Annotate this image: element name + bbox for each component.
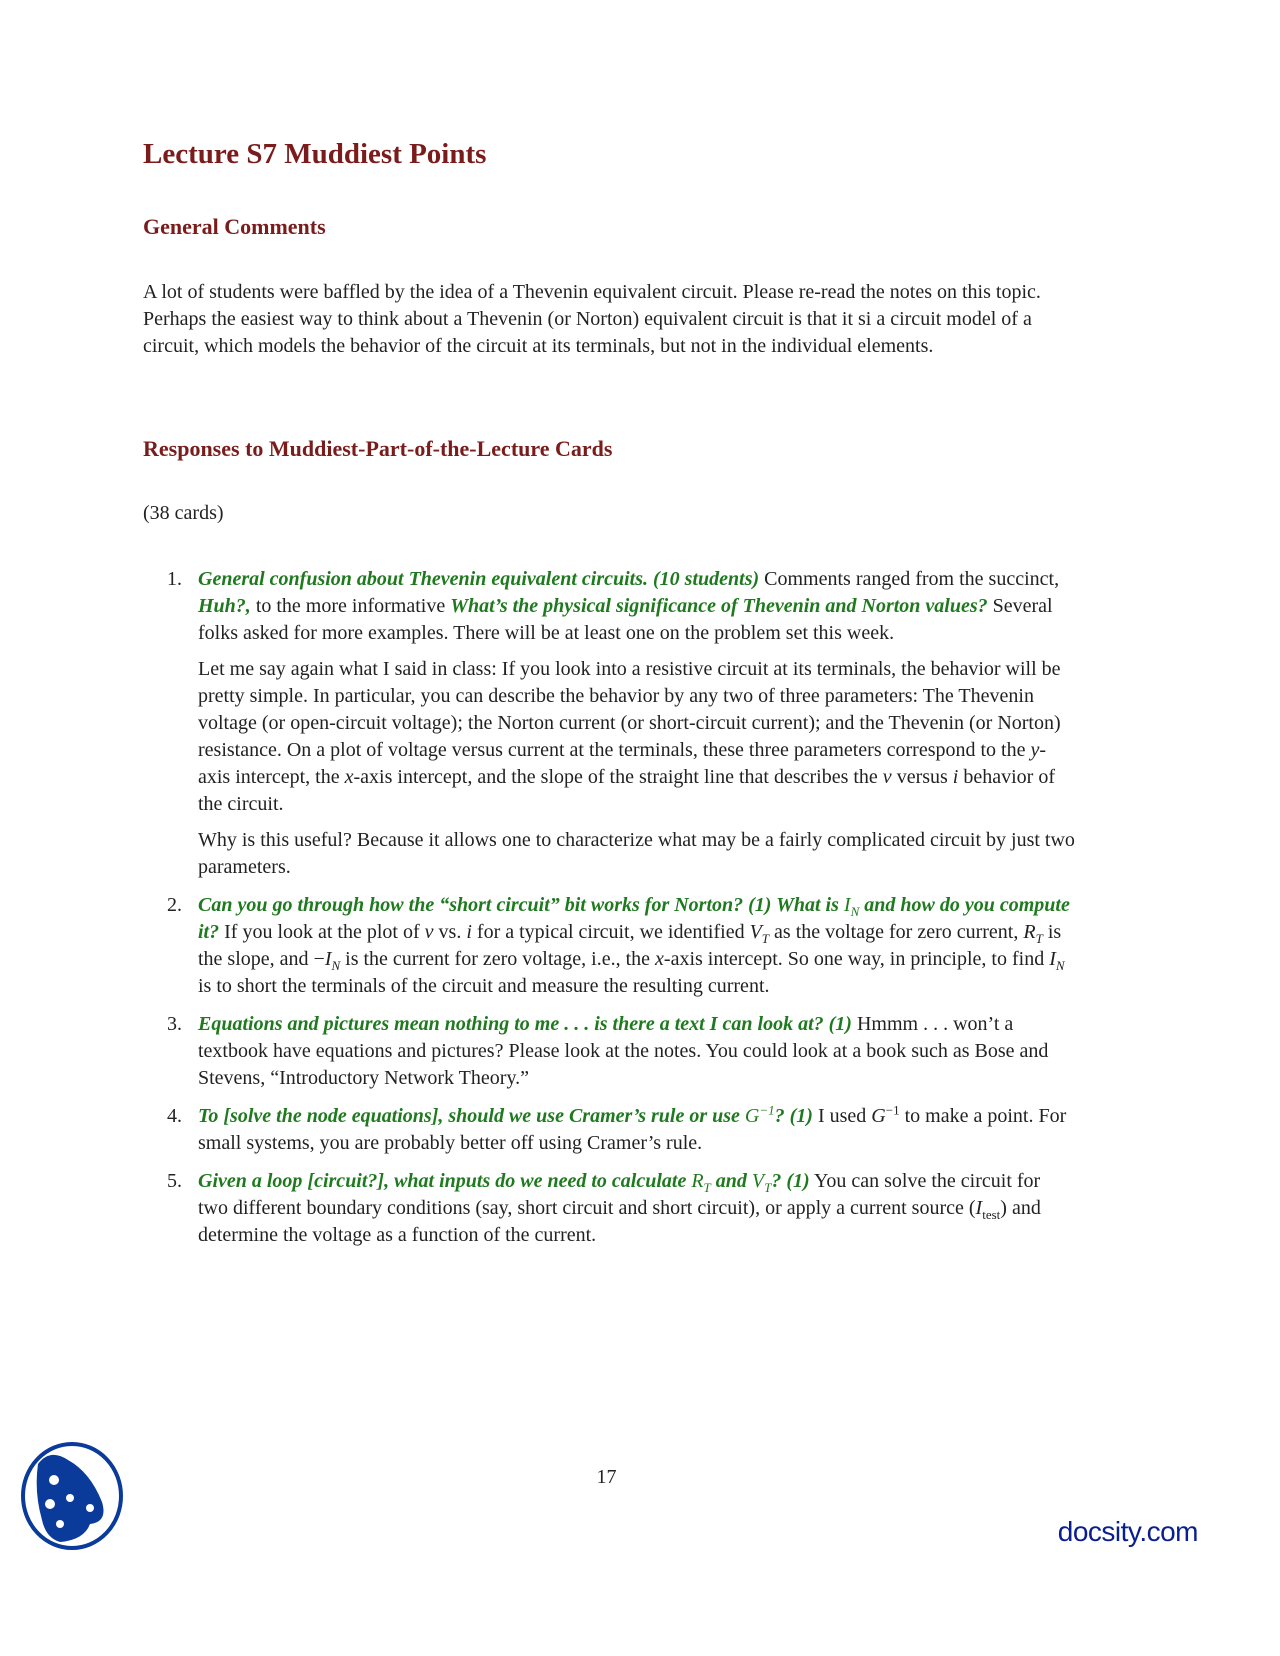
question-text: Can you go through how the “short circuit” bit works for Norton? (1) What is xyxy=(198,894,844,916)
math-symbol: R xyxy=(1023,921,1036,943)
math-symbol: I xyxy=(324,948,332,970)
math-symbol: v xyxy=(882,766,892,788)
answer-text: I used xyxy=(812,1105,872,1127)
math-symbol: T xyxy=(1035,931,1043,946)
math-symbol: −1 xyxy=(885,1102,900,1118)
answer-text: to make a point. For small systems, you are probably better off using Cramer’s rule. xyxy=(198,1105,1067,1154)
item-paragraph xyxy=(198,827,1075,881)
question-text: To [solve the node equations], should we use Cramer’s rule or use xyxy=(198,1105,745,1127)
answer-text: Why is this useful? Because it allows one to characterize what may be a fairly complicated circuit by just two parameters. xyxy=(198,829,1075,878)
question-text: General confusion about Thevenin equivalent circuits. (10 students) xyxy=(198,568,760,590)
answer-text: -axis intercept. So one way, in principle, to find xyxy=(663,948,1050,970)
page-number: 17 xyxy=(596,1466,617,1488)
question-text: Huh?, xyxy=(198,595,251,617)
answer-text: Several folks asked for more examples. There will be at least one on the problem set this week. xyxy=(198,595,1053,644)
question-text: G xyxy=(744,1105,760,1127)
list-item xyxy=(143,1103,1075,1157)
answer-text: is the current for zero voltage, i.e., the xyxy=(340,948,656,970)
question-text: What’s the physical significance of Thevenin and Norton values? xyxy=(450,595,988,617)
question-text: T xyxy=(703,1180,711,1195)
question-text: ? (1) xyxy=(771,1170,810,1192)
list-item xyxy=(143,1168,1075,1249)
question-text: and how do you compute it? xyxy=(198,894,1070,943)
math-symbol: I xyxy=(1049,948,1056,970)
answer-text: versus xyxy=(891,766,953,788)
item-paragraph xyxy=(198,892,1075,1000)
math-symbol: v xyxy=(424,921,434,943)
answer-text: You can solve the circuit for two different boundary conditions (say, short circuit and short circuit), or apply a current source ( xyxy=(198,1170,1041,1219)
list-item xyxy=(143,1011,1075,1092)
math-symbol: x xyxy=(655,948,664,970)
answer-text: is the slope, and − xyxy=(198,921,1062,970)
answer-text: If you look at the plot of xyxy=(219,921,425,943)
general-comments-text: A lot of students were baffled by the idea of a Thevenin equivalent circuit. Please re-read the notes on this topic. Perhaps the easiest way to think about a Thevenin (or Norton) equivalent circuit is that it si a circuit model of a circuit, which models the behavior of the circuit at its terminals, but not in the individual elements. xyxy=(143,281,1041,357)
docsity-logo-icon[interactable] xyxy=(20,1442,124,1555)
math-symbol: i xyxy=(466,921,472,943)
item-number: 1. xyxy=(167,568,182,590)
item-number: 3. xyxy=(167,1013,182,1035)
math-symbol: V xyxy=(749,921,762,943)
answer-text: -axis intercept, and the slope of the straight line that describes the xyxy=(353,766,883,788)
math-symbol: i xyxy=(952,766,959,788)
question-text: −1 xyxy=(759,1102,775,1118)
list-item xyxy=(143,566,1075,881)
item-paragraph xyxy=(198,566,1075,647)
math-symbol: test xyxy=(982,1207,1001,1222)
answer-text: to the more informative xyxy=(250,595,451,617)
item-number: 5. xyxy=(167,1170,182,1192)
question-text: Equations and pictures mean nothing to me . . . is there a text I can look at? (1) xyxy=(198,1013,852,1035)
docsity-brand-link[interactable]: docsity.com xyxy=(1057,1516,1198,1547)
item-paragraph xyxy=(198,656,1075,818)
question-text: Given a loop [circuit?], what inputs do we need to calculate xyxy=(198,1170,692,1192)
list-item xyxy=(143,892,1075,1000)
page-title: Lecture S7 Muddiest Points xyxy=(143,138,487,170)
math-symbol: N xyxy=(1055,958,1065,973)
answer-text: Hmmm . . . won’t a textbook have equations and pictures? Please look at the notes. You could look at a book such as Bose and Stevens, “Introductory Network Theory.” xyxy=(198,1013,1049,1089)
general-comments-heading: General Comments xyxy=(143,214,326,239)
item-paragraph xyxy=(198,1011,1075,1092)
item-paragraph xyxy=(198,1103,1075,1157)
answer-text: as the voltage for zero current, xyxy=(769,921,1024,943)
question-text: ? (1) xyxy=(774,1105,813,1127)
answer-text: is to short the terminals of the circuit and measure the resulting current. xyxy=(198,975,770,997)
responses-list xyxy=(143,566,1075,1260)
question-text: T xyxy=(764,1180,772,1195)
answer-text: vs. xyxy=(433,921,467,943)
item-paragraph xyxy=(198,1168,1075,1249)
math-symbol: I xyxy=(975,1197,983,1219)
answer-text: Let me say again what I said in class: If you look into a resistive circuit at its terminals, the behavior will be pretty simple. In particular, you can describe the behavior by any two of three parameters: The Thevenin voltage (or open-circuit voltage); the Norton current (or short-circuit current); and the Thevenin (or Norton) resistance. On a plot of voltage versus current at the terminals, these three parameters correspond to the xyxy=(198,658,1061,761)
answer-text: Comments ranged from the succinct, xyxy=(759,568,1060,590)
math-symbol: y xyxy=(1030,739,1040,761)
question-text: N xyxy=(850,904,860,919)
question-text: R xyxy=(691,1170,704,1192)
question-text: I xyxy=(843,894,851,916)
question-text: and xyxy=(710,1170,752,1192)
math-symbol: G xyxy=(871,1105,886,1127)
answer-text: ) and determine the voltage as a function of the current. xyxy=(198,1197,1041,1246)
responses-heading: Responses to Muddiest-Part-of-the-Lecture Cards xyxy=(143,436,613,461)
item-number: 4. xyxy=(167,1105,182,1127)
math-symbol: N xyxy=(331,958,341,973)
answer-text: -axis intercept, the xyxy=(198,739,1047,788)
item-number: 2. xyxy=(167,894,182,916)
answer-text: for a typical circuit, we identified xyxy=(471,921,750,943)
answer-text: behavior of the circuit. xyxy=(198,766,1055,815)
math-symbol: T xyxy=(761,931,770,946)
question-text: V xyxy=(751,1170,765,1192)
math-symbol: x xyxy=(344,766,354,788)
card-count: (38 cards) xyxy=(143,502,224,524)
